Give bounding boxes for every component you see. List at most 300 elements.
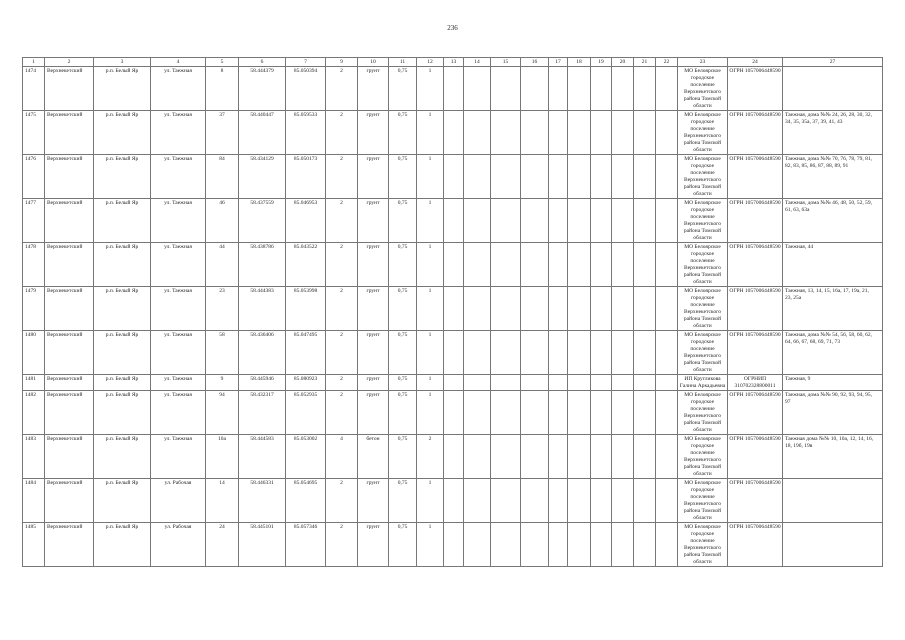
empty-cell (634, 523, 656, 567)
locality-cell: р.п. Белый Яр (94, 243, 151, 287)
volume-cell: 0,75 (389, 67, 417, 111)
empty-cell (491, 391, 521, 435)
empty-cell (444, 287, 464, 331)
longitude-cell: 85.050394 (286, 67, 326, 111)
empty-cell (464, 391, 491, 435)
empty-cell (521, 111, 549, 155)
col9-cell: 2 (326, 479, 358, 523)
street-cell: ул. Таежная (151, 199, 206, 243)
house-cell: 46 (206, 199, 239, 243)
col12-cell: 1 (417, 155, 444, 199)
volume-cell: 0,75 (389, 243, 417, 287)
col12-cell: 1 (417, 523, 444, 567)
surface-cell: грунт (358, 523, 389, 567)
latitude-cell: 58.444379 (239, 67, 286, 111)
house-cell: 24 (206, 523, 239, 567)
surface-cell: бетон (358, 435, 389, 479)
col9-cell: 2 (326, 155, 358, 199)
empty-cell (634, 375, 656, 391)
volume-cell: 0,75 (389, 435, 417, 479)
empty-cell (612, 435, 634, 479)
empty-cell (521, 287, 549, 331)
empty-cell (634, 155, 656, 199)
district-cell: Верхнекетский (45, 67, 94, 111)
column-number-row (23, 58, 883, 67)
empty-cell (549, 523, 568, 567)
house-cell: 58 (206, 331, 239, 375)
empty-cell (491, 435, 521, 479)
empty-cell (612, 479, 634, 523)
ogrn-cell: ОГРН 1057006448590 (728, 155, 783, 199)
empty-cell (491, 523, 521, 567)
latitude-cell: 58.437559 (239, 199, 286, 243)
column-number: 6 (239, 58, 286, 67)
registry-table (22, 57, 883, 567)
ogrn-cell: ОГРН 1057006448590 (728, 287, 783, 331)
empty-cell (568, 243, 591, 287)
table-row (23, 111, 883, 155)
col12-cell: 1 (417, 111, 444, 155)
table-row (23, 331, 883, 375)
volume-cell: 0,75 (389, 479, 417, 523)
row-number-cell: 1474 (23, 67, 45, 111)
empty-cell (491, 287, 521, 331)
street-cell: ул. Таежная (151, 287, 206, 331)
ogrn-cell: ОГРН 1057006448590 (728, 479, 783, 523)
empty-cell (568, 375, 591, 391)
empty-cell (464, 435, 491, 479)
table-row (23, 479, 883, 523)
column-number: 9 (326, 58, 358, 67)
col9-cell: 2 (326, 243, 358, 287)
addresses-cell: Таежная, дома №№ 54, 56, 58, 60, 62, 64, 66, 67, 68, 69, 71, 73 (783, 331, 883, 375)
addresses-cell: Таежная, 13, 14, 15, 16а, 17, 19а, 21, 23, 25а (783, 287, 883, 331)
street-cell: ул. Таежная (151, 331, 206, 375)
empty-cell (568, 111, 591, 155)
empty-cell (591, 287, 612, 331)
empty-cell (549, 199, 568, 243)
empty-cell (521, 435, 549, 479)
house-cell: 14 (206, 479, 239, 523)
col12-cell: 1 (417, 67, 444, 111)
column-number: 10 (358, 58, 389, 67)
empty-cell (549, 375, 568, 391)
col9-cell: 2 (326, 199, 358, 243)
empty-cell (549, 479, 568, 523)
empty-cell (634, 391, 656, 435)
empty-cell (444, 199, 464, 243)
empty-cell (464, 243, 491, 287)
empty-cell (568, 331, 591, 375)
owner-cell: МО Белоярское городское поселение Верхнекетского района Томской области (678, 67, 728, 111)
volume-cell: 0,75 (389, 155, 417, 199)
empty-cell (656, 287, 678, 331)
empty-cell (591, 243, 612, 287)
locality-cell: р.п. Белый Яр (94, 111, 151, 155)
district-cell: Верхнекетский (45, 243, 94, 287)
district-cell: Верхнекетский (45, 435, 94, 479)
col12-cell: 1 (417, 287, 444, 331)
empty-cell (591, 199, 612, 243)
empty-cell (591, 523, 612, 567)
empty-cell (521, 155, 549, 199)
empty-cell (591, 331, 612, 375)
empty-cell (491, 111, 521, 155)
latitude-cell: 58.445946 (239, 375, 286, 391)
owner-cell: МО Белоярское городское поселение Верхнекетского района Томской области (678, 199, 728, 243)
locality-cell: р.п. Белый Яр (94, 199, 151, 243)
locality-cell: р.п. Белый Яр (94, 479, 151, 523)
addresses-cell: Таежная дома №№ 10, 10а, 12, 14, 16, 18, 19б, 19в (783, 435, 883, 479)
locality-cell: р.п. Белый Яр (94, 375, 151, 391)
surface-cell: грунт (358, 67, 389, 111)
surface-cell: грунт (358, 391, 389, 435)
empty-cell (444, 243, 464, 287)
empty-cell (549, 155, 568, 199)
row-number-cell: 1480 (23, 331, 45, 375)
column-number: 24 (728, 58, 783, 67)
table-row (23, 243, 883, 287)
empty-cell (444, 375, 464, 391)
volume-cell: 0,75 (389, 287, 417, 331)
ogrn-cell: ОГРН 1057006448590 (728, 67, 783, 111)
empty-cell (634, 435, 656, 479)
empty-cell (656, 375, 678, 391)
volume-cell: 0,75 (389, 111, 417, 155)
col9-cell: 4 (326, 435, 358, 479)
column-number: 7 (286, 58, 326, 67)
district-cell: Верхнекетский (45, 331, 94, 375)
street-cell: ул. Таежная (151, 391, 206, 435)
empty-cell (521, 331, 549, 375)
row-number-cell: 1483 (23, 435, 45, 479)
latitude-cell: 58.444383 (239, 287, 286, 331)
addresses-cell: Таежная, 44 (783, 243, 883, 287)
empty-cell (444, 479, 464, 523)
empty-cell (568, 523, 591, 567)
empty-cell (521, 243, 549, 287)
empty-cell (521, 391, 549, 435)
empty-cell (591, 479, 612, 523)
surface-cell: грунт (358, 199, 389, 243)
addresses-cell: Таежная, дома №№ 46, 48, 50, 52, 59, 61, 63, 63а (783, 199, 883, 243)
ogrn-cell: ОГРН 1057006448590 (728, 243, 783, 287)
street-cell: ул. Таежная (151, 243, 206, 287)
empty-cell (549, 243, 568, 287)
empty-cell (444, 331, 464, 375)
table-row (23, 199, 883, 243)
longitude-cell: 85.059533 (286, 111, 326, 155)
empty-cell (444, 155, 464, 199)
empty-cell (491, 375, 521, 391)
row-number-cell: 1482 (23, 391, 45, 435)
empty-cell (549, 287, 568, 331)
locality-cell: р.п. Белый Яр (94, 391, 151, 435)
empty-cell (568, 199, 591, 243)
page-number: 236 (447, 24, 458, 32)
addresses-cell: Таежная, дома №№ 24, 26, 28, 30, 32, 34, 35, 35а, 37, 39, 41, 43 (783, 111, 883, 155)
addresses-cell: Таежная, дома №№ 70, 76, 78, 79, 81, 82, 83, 85, 86, 87, 88, 89, 91 (783, 155, 883, 199)
column-number: 23 (678, 58, 728, 67)
addresses-cell (783, 523, 883, 567)
latitude-cell: 58.432317 (239, 391, 286, 435)
column-number: 15 (491, 58, 521, 67)
empty-cell (464, 523, 491, 567)
row-number-cell: 1477 (23, 199, 45, 243)
empty-cell (634, 111, 656, 155)
empty-cell (591, 67, 612, 111)
street-cell: ул. Рабочая (151, 523, 206, 567)
empty-cell (464, 67, 491, 111)
row-number-cell: 1475 (23, 111, 45, 155)
owner-cell: МО Белоярское городское поселение Верхнекетского района Томской области (678, 435, 728, 479)
empty-cell (521, 375, 549, 391)
empty-cell (568, 435, 591, 479)
district-cell: Верхнекетский (45, 155, 94, 199)
surface-cell: грунт (358, 111, 389, 155)
col12-cell: 1 (417, 243, 444, 287)
column-number: 13 (444, 58, 464, 67)
empty-cell (464, 155, 491, 199)
col12-cell: 1 (417, 199, 444, 243)
table-row (23, 523, 883, 567)
addresses-cell: Таежная, дома №№ 90, 92, 93, 94, 95, 97 (783, 391, 883, 435)
empty-cell (464, 479, 491, 523)
empty-cell (591, 391, 612, 435)
column-number: 11 (389, 58, 417, 67)
empty-cell (656, 479, 678, 523)
empty-cell (612, 391, 634, 435)
empty-cell (491, 155, 521, 199)
latitude-cell: 58.440447 (239, 111, 286, 155)
district-cell: Верхнекетский (45, 391, 94, 435)
empty-cell (656, 243, 678, 287)
longitude-cell: 85.053998 (286, 287, 326, 331)
house-cell: 23 (206, 287, 239, 331)
empty-cell (521, 67, 549, 111)
col12-cell: 1 (417, 331, 444, 375)
column-number: 12 (417, 58, 444, 67)
owner-cell: ИП Кругликова Галина Аркадьевна (678, 375, 728, 391)
table-row (23, 375, 883, 391)
table-row (23, 391, 883, 435)
house-cell: 8 (206, 67, 239, 111)
longitude-cell: 85.046953 (286, 199, 326, 243)
empty-cell (656, 155, 678, 199)
empty-cell (464, 331, 491, 375)
empty-cell (549, 67, 568, 111)
street-cell: ул. Таежная (151, 155, 206, 199)
empty-cell (656, 199, 678, 243)
empty-cell (591, 155, 612, 199)
empty-cell (444, 523, 464, 567)
empty-cell (612, 67, 634, 111)
owner-cell: МО Белоярское городское поселение Верхнекетского района Томской области (678, 479, 728, 523)
owner-cell: МО Белоярское городское поселение Верхнекетского района Томской области (678, 391, 728, 435)
empty-cell (656, 391, 678, 435)
street-cell: ул. Таежная (151, 111, 206, 155)
column-number: 14 (464, 58, 491, 67)
table-row (23, 287, 883, 331)
owner-cell: МО Белоярское городское поселение Верхнекетского района Томской области (678, 243, 728, 287)
ogrn-cell: ОГРН 1057006448590 (728, 435, 783, 479)
empty-cell (568, 155, 591, 199)
owner-cell: МО Белоярское городское поселение Верхнекетского района Томской области (678, 155, 728, 199)
empty-cell (591, 435, 612, 479)
table-row (23, 67, 883, 111)
empty-cell (612, 155, 634, 199)
row-number-cell: 1484 (23, 479, 45, 523)
empty-cell (634, 287, 656, 331)
empty-cell (568, 391, 591, 435)
col12-cell: 1 (417, 479, 444, 523)
empty-cell (444, 111, 464, 155)
empty-cell (521, 523, 549, 567)
house-cell: 94 (206, 391, 239, 435)
volume-cell: 0,75 (389, 523, 417, 567)
owner-cell: МО Белоярское городское поселение Верхнекетского района Томской области (678, 523, 728, 567)
district-cell: Верхнекетский (45, 287, 94, 331)
street-cell: ул. Таежная (151, 435, 206, 479)
latitude-cell: 58.444583 (239, 435, 286, 479)
empty-cell (491, 331, 521, 375)
empty-cell (634, 243, 656, 287)
surface-cell: грунт (358, 375, 389, 391)
column-number: 3 (94, 58, 151, 67)
surface-cell: грунт (358, 243, 389, 287)
owner-cell: МО Белоярское городское поселение Верхнекетского района Томской области (678, 331, 728, 375)
empty-cell (612, 523, 634, 567)
empty-cell (612, 375, 634, 391)
ogrn-cell: ОГРН 1057006448590 (728, 331, 783, 375)
ogrn-cell: ОГРН 1057006448590 (728, 391, 783, 435)
empty-cell (656, 67, 678, 111)
empty-cell (549, 331, 568, 375)
row-number-cell: 1481 (23, 375, 45, 391)
empty-cell (491, 479, 521, 523)
volume-cell: 0,75 (389, 199, 417, 243)
empty-cell (656, 331, 678, 375)
volume-cell: 0,75 (389, 331, 417, 375)
locality-cell: р.п. Белый Яр (94, 287, 151, 331)
column-number: 27 (783, 58, 883, 67)
owner-cell: МО Белоярское городское поселение Верхнекетского района Томской области (678, 287, 728, 331)
empty-cell (591, 111, 612, 155)
column-number: 16 (521, 58, 549, 67)
col9-cell: 2 (326, 287, 358, 331)
latitude-cell: 58.446331 (239, 479, 286, 523)
empty-cell (444, 391, 464, 435)
locality-cell: р.п. Белый Яр (94, 155, 151, 199)
surface-cell: грунт (358, 155, 389, 199)
empty-cell (521, 479, 549, 523)
col9-cell: 2 (326, 391, 358, 435)
column-number: 22 (656, 58, 678, 67)
house-cell: 9 (206, 375, 239, 391)
volume-cell: 0,75 (389, 391, 417, 435)
table-row (23, 155, 883, 199)
surface-cell: грунт (358, 479, 389, 523)
house-cell: 84 (206, 155, 239, 199)
row-number-cell: 1476 (23, 155, 45, 199)
latitude-cell: 58.438786 (239, 243, 286, 287)
ogrn-cell: ОГРН 1057006448590 (728, 111, 783, 155)
district-cell: Верхнекетский (45, 111, 94, 155)
empty-cell (634, 199, 656, 243)
col12-cell: 2 (417, 435, 444, 479)
empty-cell (634, 331, 656, 375)
addresses-cell (783, 67, 883, 111)
empty-cell (464, 287, 491, 331)
empty-cell (464, 199, 491, 243)
col9-cell: 2 (326, 111, 358, 155)
empty-cell (491, 243, 521, 287)
empty-cell (444, 435, 464, 479)
surface-cell: грунт (358, 331, 389, 375)
column-number: 1 (23, 58, 45, 67)
column-number: 18 (568, 58, 591, 67)
column-number: 17 (549, 58, 568, 67)
empty-cell (612, 331, 634, 375)
col9-cell: 2 (326, 331, 358, 375)
column-number: 20 (612, 58, 634, 67)
empty-cell (491, 67, 521, 111)
street-cell: ул. Таежная (151, 375, 206, 391)
street-cell: ул. Рабочая (151, 479, 206, 523)
house-cell: 10а (206, 435, 239, 479)
row-number-cell: 1485 (23, 523, 45, 567)
empty-cell (656, 523, 678, 567)
house-cell: 44 (206, 243, 239, 287)
empty-cell (612, 199, 634, 243)
latitude-cell: 58.434129 (239, 155, 286, 199)
longitude-cell: 85.054695 (286, 479, 326, 523)
col9-cell: 2 (326, 523, 358, 567)
empty-cell (656, 435, 678, 479)
empty-cell (612, 287, 634, 331)
empty-cell (549, 111, 568, 155)
longitude-cell: 85.047495 (286, 331, 326, 375)
col12-cell: 1 (417, 375, 444, 391)
empty-cell (656, 111, 678, 155)
empty-cell (549, 435, 568, 479)
column-number: 4 (151, 58, 206, 67)
column-number: 19 (591, 58, 612, 67)
empty-cell (591, 375, 612, 391)
locality-cell: р.п. Белый Яр (94, 435, 151, 479)
empty-cell (568, 67, 591, 111)
row-number-cell: 1479 (23, 287, 45, 331)
surface-cell: грунт (358, 287, 389, 331)
empty-cell (464, 375, 491, 391)
locality-cell: р.п. Белый Яр (94, 67, 151, 111)
volume-cell: 0,75 (389, 375, 417, 391)
col9-cell: 2 (326, 67, 358, 111)
empty-cell (491, 199, 521, 243)
empty-cell (549, 391, 568, 435)
column-number: 2 (45, 58, 94, 67)
house-cell: 37 (206, 111, 239, 155)
empty-cell (568, 287, 591, 331)
street-cell: ул. Таежная (151, 67, 206, 111)
addresses-cell (783, 479, 883, 523)
empty-cell (521, 199, 549, 243)
longitude-cell: 85.043522 (286, 243, 326, 287)
district-cell: Верхнекетский (45, 199, 94, 243)
owner-cell: МО Белоярское городское поселение Верхнекетского района Томской области (678, 111, 728, 155)
empty-cell (612, 243, 634, 287)
empty-cell (612, 111, 634, 155)
